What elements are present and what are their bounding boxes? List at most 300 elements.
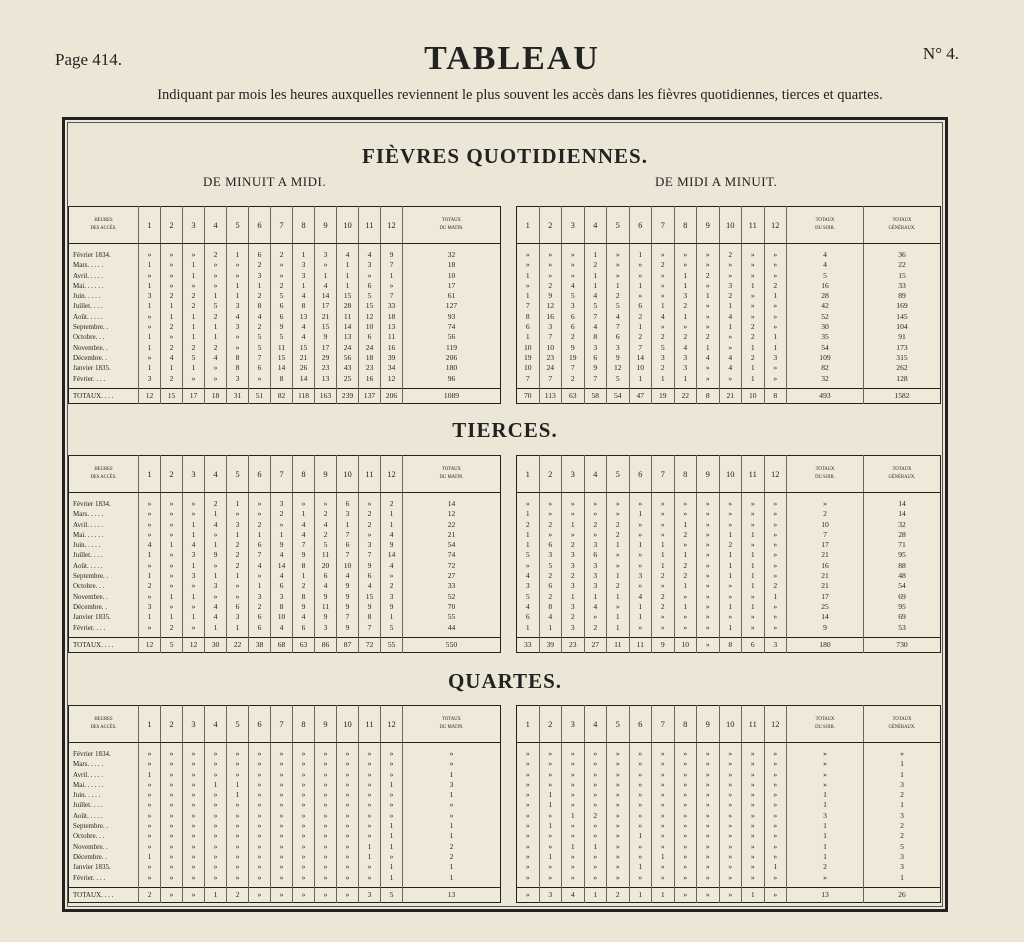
- hour-header: 8: [293, 207, 315, 244]
- table-cell: »: [764, 831, 787, 841]
- table-row: [517, 592, 941, 602]
- table-cell: »: [787, 493, 864, 510]
- total-cell: 30: [205, 637, 227, 652]
- table-cell: 1: [403, 790, 501, 800]
- table-cell: »: [205, 852, 227, 862]
- table-cell: 9: [381, 602, 403, 612]
- month-label: Mars. . . . .: [73, 261, 104, 270]
- table-cell: »: [161, 790, 183, 800]
- table-cell: »: [381, 790, 403, 800]
- table-cell: 6: [337, 493, 359, 510]
- table-cell: 2: [183, 301, 205, 311]
- table-cell: »: [183, 862, 205, 872]
- table-cell: »: [183, 831, 205, 841]
- table-cell: »: [674, 852, 697, 862]
- table-cell: 1: [562, 811, 585, 821]
- table-cell: 7: [337, 530, 359, 540]
- table-row: [69, 623, 501, 638]
- table-cell: 2: [607, 291, 630, 301]
- table-cell: 93: [403, 312, 501, 322]
- table-cell: 25: [337, 374, 359, 389]
- table-cell: »: [584, 743, 607, 760]
- table-cell: 5: [249, 343, 271, 353]
- table-cell: 42: [787, 301, 864, 311]
- table-cell: »: [525, 841, 530, 851]
- table-cell: »: [205, 873, 227, 888]
- table-cell: 1: [227, 281, 249, 291]
- table-cell: »: [403, 800, 501, 810]
- month-label: Mars. . . . .: [73, 510, 104, 519]
- hour-header: 12: [381, 207, 403, 244]
- table-row: [69, 581, 501, 591]
- table-cell: »: [249, 852, 271, 862]
- table-cell: 18: [403, 260, 501, 270]
- table-cell: 2: [652, 363, 675, 373]
- total-cell: 550: [403, 637, 501, 652]
- total-cell: 8: [719, 637, 742, 652]
- table-cell: »: [139, 561, 161, 571]
- table-cell: 1: [652, 374, 675, 389]
- table-cell: 10: [629, 363, 652, 373]
- table-number: N° 4.: [922, 44, 959, 63]
- table-cell: »: [742, 509, 765, 519]
- table-cell: 173: [864, 343, 941, 353]
- table-row: [517, 271, 941, 281]
- table-cell: »: [539, 831, 562, 841]
- table-row: [69, 821, 501, 831]
- table-cell: 1: [161, 301, 183, 311]
- table-cell: »: [674, 612, 697, 622]
- hour-header: 5: [227, 706, 249, 743]
- month-label: Mars. . . . .: [73, 760, 104, 769]
- table-cell: »: [584, 821, 607, 831]
- table-row: [69, 612, 501, 622]
- table-cell: »: [539, 780, 562, 790]
- table-cell: »: [764, 260, 787, 270]
- table-cell: 6: [249, 623, 271, 638]
- table-cell: 1: [227, 780, 249, 790]
- table-cell: 33: [403, 581, 501, 591]
- table-cell: »: [629, 520, 652, 530]
- table-cell: 2: [787, 509, 864, 519]
- table-row: [69, 540, 501, 550]
- table-cell: »: [271, 842, 293, 852]
- table-cell: 4: [337, 571, 359, 581]
- table-cell: 4: [293, 612, 315, 622]
- table-cell: 12: [607, 363, 630, 373]
- table-cell: 9: [337, 602, 359, 612]
- table-cell: 4: [584, 602, 607, 612]
- hour-header: 6: [249, 207, 271, 244]
- table-cell: »: [629, 842, 652, 852]
- table-cell: 10: [523, 342, 532, 352]
- table-cell: 1: [205, 571, 227, 581]
- table-cell: 6: [249, 612, 271, 622]
- table-cell: 1: [403, 770, 501, 780]
- table-cell: »: [161, 561, 183, 571]
- table-cell: »: [742, 301, 765, 311]
- table-cell: 14: [403, 493, 501, 510]
- table-cell: 1: [764, 592, 787, 602]
- table-cell: »: [525, 790, 530, 800]
- table-cell: 1: [674, 281, 697, 291]
- table-cell: 54: [864, 581, 941, 591]
- table-cell: 1: [764, 343, 787, 353]
- totaux-sub-label: DU MATIN.: [439, 725, 464, 730]
- table-cell: »: [584, 509, 607, 519]
- table-cell: 52: [403, 592, 501, 602]
- table-cell: »: [764, 770, 787, 780]
- table-cell: »: [607, 862, 630, 872]
- table-cell: »: [271, 790, 293, 800]
- table-cell: 2: [607, 520, 630, 530]
- table-cell: 9: [359, 561, 381, 571]
- table-cell: »: [539, 811, 562, 821]
- hour-header: 6: [629, 207, 652, 244]
- table-cell: 1: [359, 842, 381, 852]
- table-cell: »: [629, 811, 652, 821]
- table-cell: 1: [787, 821, 864, 831]
- table-cell: »: [562, 780, 585, 790]
- table-cell: »: [525, 769, 530, 779]
- totaux-label: TOTAUX: [442, 467, 461, 472]
- table-cell: 2: [607, 530, 630, 540]
- total-cell: 163: [315, 388, 337, 403]
- total-cell: 54: [607, 388, 630, 403]
- table-cell: 2: [227, 540, 249, 550]
- table-row: [69, 571, 501, 581]
- table-row: [517, 862, 941, 872]
- table-cell: »: [525, 260, 530, 270]
- table-cell: »: [139, 520, 161, 530]
- table-cell: »: [674, 862, 697, 872]
- table-cell: »: [161, 581, 183, 591]
- month-label: Août. . . . .: [73, 312, 103, 321]
- table-cell: 9: [337, 581, 359, 591]
- table-row: [69, 509, 501, 519]
- table-cell: »: [293, 800, 315, 810]
- table-cell: 4: [359, 581, 381, 591]
- table-cell: »: [607, 561, 630, 571]
- table-cell: 145: [864, 312, 941, 322]
- table-cell: »: [674, 831, 697, 841]
- heures-label: HEURES: [94, 218, 113, 223]
- table-cell: 28: [337, 301, 359, 311]
- totals-label: TOTAUX. . . .: [69, 637, 139, 652]
- table-cell: 2: [161, 322, 183, 332]
- table-cell: 2: [205, 343, 227, 353]
- table-cell: 3: [864, 862, 941, 872]
- table-cell: 1: [205, 780, 227, 790]
- table-cell: 24: [539, 363, 562, 373]
- table-row: [69, 520, 501, 530]
- table-row: [69, 561, 501, 571]
- table-cell: »: [183, 493, 205, 510]
- table-cell: 1: [205, 540, 227, 550]
- table-cell: 4: [787, 244, 864, 261]
- heures-label: HEURES: [94, 467, 113, 472]
- table-cell: 5: [652, 343, 675, 353]
- table-cell: »: [315, 831, 337, 841]
- table-cell: 1: [183, 332, 205, 342]
- table-cell: 4: [562, 281, 585, 291]
- table-cell: »: [697, 561, 720, 571]
- heading-de-minuit-a-midi: DE MINUIT A MIDI.: [203, 174, 327, 189]
- total-cell: 1582: [864, 388, 941, 403]
- table-row: [69, 842, 501, 852]
- table-cell: 3: [562, 301, 585, 311]
- table-cell: 1: [719, 561, 742, 571]
- table-cell: »: [227, 260, 249, 270]
- table-cell: 95: [864, 602, 941, 612]
- table-cell: »: [161, 811, 183, 821]
- table-cell: »: [539, 530, 562, 540]
- table-cell: »: [183, 770, 205, 780]
- total-cell: 1: [742, 887, 765, 902]
- table-cell: »: [719, 332, 742, 342]
- hour-header: 11: [742, 706, 765, 743]
- table-cell: »: [227, 332, 249, 342]
- hour-header: 12: [381, 456, 403, 493]
- table-cell: 13: [337, 332, 359, 342]
- table-cell: 4: [293, 291, 315, 301]
- table-cell: 8: [359, 612, 381, 622]
- table-cell: 1: [271, 530, 293, 540]
- table-cell: 61: [403, 291, 501, 301]
- table-cell: »: [183, 602, 205, 612]
- total-cell: 12: [139, 637, 161, 652]
- table-cell: 1: [742, 550, 765, 560]
- table-cell: »: [629, 581, 652, 591]
- table-cell: 6: [293, 623, 315, 638]
- table-row: [517, 343, 941, 353]
- table-cell: »: [139, 811, 161, 821]
- table-cell: »: [742, 811, 765, 821]
- month-label: Juin. . . . .: [73, 292, 101, 301]
- heures-header: [69, 207, 139, 244]
- table-cell: 128: [864, 374, 941, 389]
- table-cell: »: [697, 322, 720, 332]
- table-cell: 9: [337, 623, 359, 638]
- table-cell: »: [697, 770, 720, 780]
- table-cell: 4: [271, 571, 293, 581]
- total-cell: »: [337, 887, 359, 902]
- table-cell: 1: [227, 291, 249, 301]
- table-cell: »: [315, 873, 337, 888]
- table-cell: 1: [381, 821, 403, 831]
- table-cell: 1: [227, 244, 249, 261]
- table-cell: »: [742, 821, 765, 831]
- table-cell: 1: [337, 520, 359, 530]
- table-cell: »: [764, 873, 787, 888]
- table-row: [69, 759, 501, 769]
- total-cell: 82: [271, 388, 293, 403]
- table-cell: 2: [629, 312, 652, 322]
- table-cell: 1: [161, 592, 183, 602]
- table-cell: »: [629, 271, 652, 281]
- table-cell: 1: [183, 363, 205, 373]
- hour-header: 11: [359, 456, 381, 493]
- table-cell: 2: [249, 602, 271, 612]
- total-cell: 55: [381, 637, 403, 652]
- hour-header: 4: [205, 207, 227, 244]
- totals-row: [517, 388, 941, 403]
- table-cell: 2: [227, 550, 249, 560]
- totals-label: TOTAUX. . . .: [69, 887, 139, 902]
- table-cell: »: [697, 821, 720, 831]
- table-cell: »: [539, 842, 562, 852]
- table-cell: 1: [607, 592, 630, 602]
- table-cell: 2: [315, 509, 337, 519]
- table-cell: 4: [183, 540, 205, 550]
- table-cell: 1: [183, 592, 205, 602]
- table-cell: 2: [697, 332, 720, 342]
- table-cell: »: [205, 271, 227, 281]
- table-cell: »: [719, 509, 742, 519]
- table-cell: 12: [359, 312, 381, 322]
- table-cell: »: [227, 770, 249, 780]
- table-cell: 6: [271, 312, 293, 322]
- table-cell: »: [764, 312, 787, 322]
- table-cell: 3: [584, 571, 607, 581]
- table-cell: 2: [674, 561, 697, 571]
- table-cell: »: [584, 873, 607, 888]
- table-cell: 1: [607, 281, 630, 291]
- table-cell: 7: [629, 343, 652, 353]
- month-label: Février 1834.: [73, 750, 111, 758]
- table-cell: »: [315, 852, 337, 862]
- table-cell: »: [674, 623, 697, 638]
- table-cell: »: [674, 821, 697, 831]
- table-cell: 2: [787, 862, 864, 872]
- table-cell: »: [271, 759, 293, 769]
- table-cell: 44: [403, 623, 501, 638]
- table-cell: 1: [719, 602, 742, 612]
- total-cell: 206: [381, 388, 403, 403]
- table-cell: 4: [381, 530, 403, 540]
- table-cell: »: [183, 759, 205, 769]
- table-cell: 3: [787, 811, 864, 821]
- hour-header: 8: [674, 456, 697, 493]
- table-cell: 5: [183, 353, 205, 363]
- total-cell: 87: [337, 637, 359, 652]
- table-cell: 1: [359, 852, 381, 862]
- table-cell: »: [607, 271, 630, 281]
- table-cell: 3: [562, 602, 585, 612]
- table-cell: »: [719, 811, 742, 821]
- table-cell: »: [719, 374, 742, 389]
- table-cell: 7: [607, 322, 630, 332]
- table-cell: 5: [315, 540, 337, 550]
- table-cell: 2: [161, 343, 183, 353]
- table-cell: »: [183, 842, 205, 852]
- table-cell: »: [697, 842, 720, 852]
- table-cell: 1: [139, 332, 161, 342]
- table-cell: »: [629, 530, 652, 540]
- table-cell: 24: [359, 343, 381, 353]
- table-row: [517, 811, 941, 821]
- hour-header: 9: [315, 706, 337, 743]
- table-cell: 6: [562, 322, 585, 332]
- table-cell: 5: [381, 623, 403, 638]
- table-cell: »: [139, 353, 161, 363]
- table-cell: »: [249, 759, 271, 769]
- table-cell: »: [584, 780, 607, 790]
- table-cell: 1: [787, 831, 864, 841]
- generaux-label: GÉNÉRAUX.: [888, 725, 916, 730]
- table-cell: 7: [539, 332, 562, 342]
- table-cell: 7: [381, 291, 403, 301]
- table-cell: »: [249, 509, 271, 519]
- table-cell: »: [607, 260, 630, 270]
- total-cell: 13: [787, 887, 864, 902]
- total-cell: 2: [139, 887, 161, 902]
- table-cell: »: [293, 743, 315, 760]
- table-cell: 4: [205, 353, 227, 363]
- hour-header: 10: [719, 456, 742, 493]
- table-cell: »: [742, 493, 765, 510]
- totaux-sub-label: DU MATIN.: [439, 475, 464, 480]
- table-cell: 2: [539, 281, 562, 291]
- table-cell: 6: [271, 301, 293, 311]
- table-cell: 1: [674, 550, 697, 560]
- total-cell: 63: [293, 637, 315, 652]
- table-cell: »: [271, 800, 293, 810]
- table-cell: »: [249, 821, 271, 831]
- table-cell: 15: [337, 291, 359, 301]
- table-cell: 1: [381, 271, 403, 281]
- table-cell: 2: [271, 244, 293, 261]
- table-cell: 7: [381, 260, 403, 270]
- table-cell: »: [359, 831, 381, 841]
- table-cell: 71: [864, 540, 941, 550]
- table-row: [517, 790, 941, 800]
- table-cell: »: [205, 790, 227, 800]
- table-cell: 1: [584, 842, 607, 852]
- table-cell: »: [652, 244, 675, 261]
- table-cell: »: [315, 759, 337, 769]
- table-cell: 5: [271, 332, 293, 342]
- table-cell: »: [359, 862, 381, 872]
- table-cell: »: [539, 873, 562, 888]
- quotidiennes-evening-table: [516, 206, 941, 404]
- table-cell: 1: [584, 592, 607, 602]
- table-cell: 3: [271, 592, 293, 602]
- table-cell: »: [525, 872, 530, 882]
- table-cell: »: [249, 770, 271, 780]
- tierces-evening-table: [516, 455, 941, 653]
- table-cell: 1: [539, 623, 562, 638]
- total-cell: 72: [359, 637, 381, 652]
- total-cell: 39: [539, 637, 562, 652]
- table-cell: »: [674, 800, 697, 810]
- table-cell: »: [629, 873, 652, 888]
- table-cell: 1: [629, 244, 652, 261]
- table-cell: 206: [403, 353, 501, 363]
- table-cell: 14: [315, 291, 337, 301]
- month-label: Septembre. .: [73, 822, 109, 831]
- hour-header: 1: [517, 456, 540, 493]
- table-cell: »: [249, 831, 271, 841]
- table-cell: »: [525, 280, 530, 290]
- hour-header: 5: [227, 456, 249, 493]
- table-cell: 3: [337, 509, 359, 519]
- total-cell: »: [517, 887, 540, 902]
- table-cell: »: [525, 821, 530, 831]
- table-cell: 119: [403, 343, 501, 353]
- table-cell: »: [205, 592, 227, 602]
- table-cell: »: [381, 571, 403, 581]
